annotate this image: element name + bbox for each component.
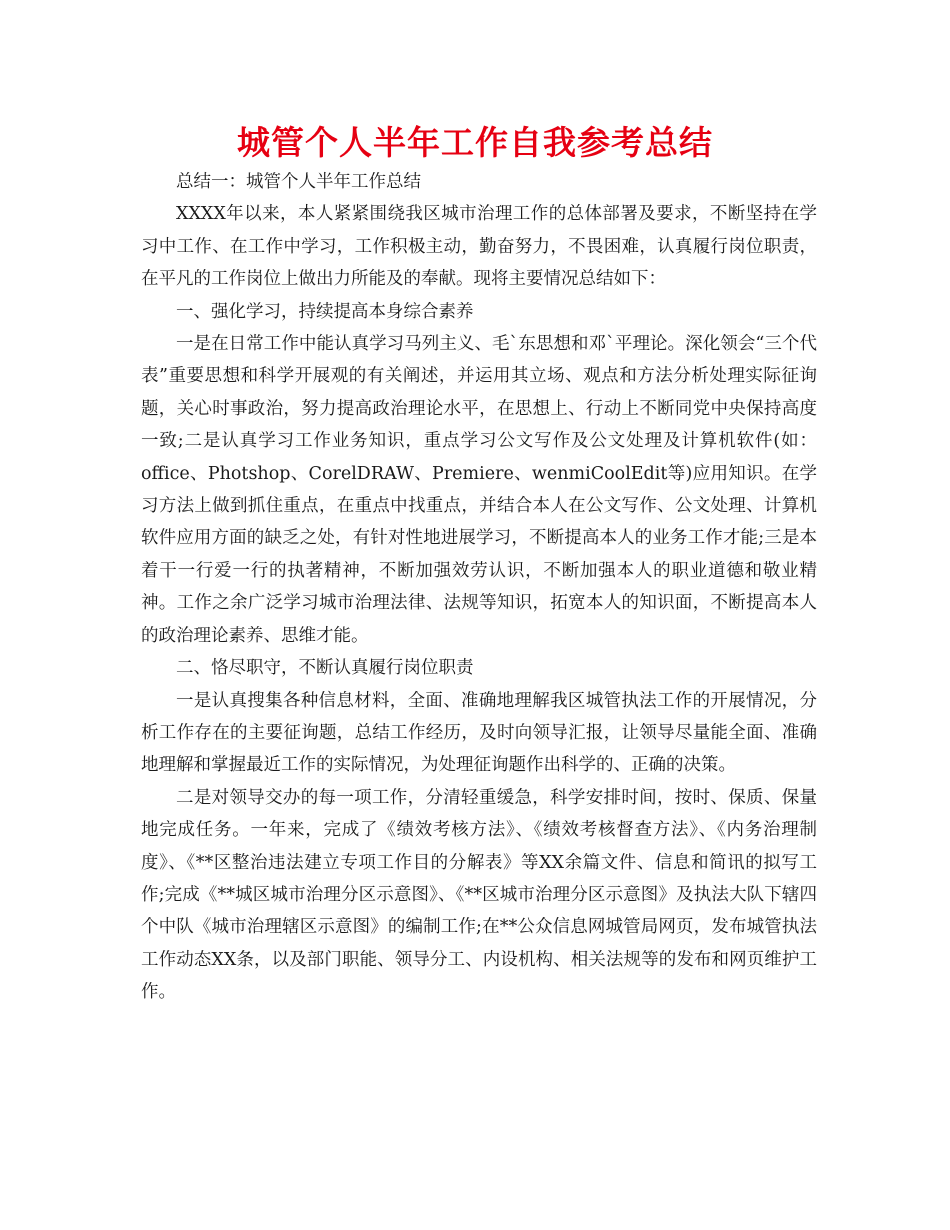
document-body — [141, 166, 817, 1009]
section-heading-study: 一、强化学习，持续提高本身综合素养 — [176, 301, 474, 322]
paragraph-study: 一是在日常工作中能认真学习马列主义、毛`东思想和邓`平理论。深化领会“三个代表”重要思想和科学开展观的有关阐述，并运用其立场、观点和方法分析处理实际征询题，关心时事政治，努力提高政治理论水平，在思想上、行动上不断同党中央保持高度一致;二是认真学习工作业务知识，重点学习公文写作及公文处理及计算机软件(如：office、Photshop、CorelDRAW、Premiere、wenmiCoolEdit等)应用知识。在学习方法上做到抓住重点，在重点中找重点，并结合本人在公文写作、公文处理、计算机软件应用方面的缺乏之处，有针对性地进展学习，不断提高本人的业务工作才能;三是本着干一行爱一行的执著精神，不断加强效劳认识，不断加强本人的职业道德和敬业精神。工作之余广泛学习城市治理法律、法规等知识，拓宽本人的知识面，不断提高本人的政治理论素养、思维才能。 — [141, 334, 817, 646]
paragraph-intro: XXXX年以来，本人紧紧围绕我区城市治理工作的总体部署及要求，不断坚持在学习中工作、在工作中学习，工作积极主动，勤奋努力，不畏困难，认真履行岗位职责，在平凡的工作岗位上做出力所能及的奉献。现将主要情况总结如下： — [141, 204, 817, 290]
section-heading-duties: 二、恪尽职守，不断认真履行岗位职责 — [176, 658, 474, 679]
paragraph-summary-heading: 总结一：城管个人半年工作总结 — [176, 172, 421, 192]
paragraph-duties-two: 二是对领导交办的每一项工作，分清轻重缓急，科学安排时间，按时、保质、保量地完成任务。一年来，完成了《绩效考核方法》、《绩效考核督查方法》、《内务治理制度》、《**区整治违法建立专项工作目的分解表》等XX余篇文件、信息和简讯的拟写工作;完成《**城区城市治理分区示意图》、《**区城市治理分区示意图》及执法大队下辖四个中队《城市治理辖区示意图》的编制工作;在**公众信息网城管局网页，发布城管执法工作动态XX条，以及部门职能、领导分工、内设机构、相关法规等的发布和网页维护工作。 — [141, 787, 817, 1003]
paragraph-duties-one: 一是认真搜集各种信息材料，全面、准确地理解我区城管执法工作的开展情况，分析工作存在的主要征询题，总结工作经历，及时向领导汇报，让领导尽量能全面、准确地理解和掌握最近工作的实际情况，为处理征询题作出科学的、正确的决策。 — [141, 690, 817, 776]
document-title: 城管个人半年工作自我参考总结 — [237, 123, 713, 162]
